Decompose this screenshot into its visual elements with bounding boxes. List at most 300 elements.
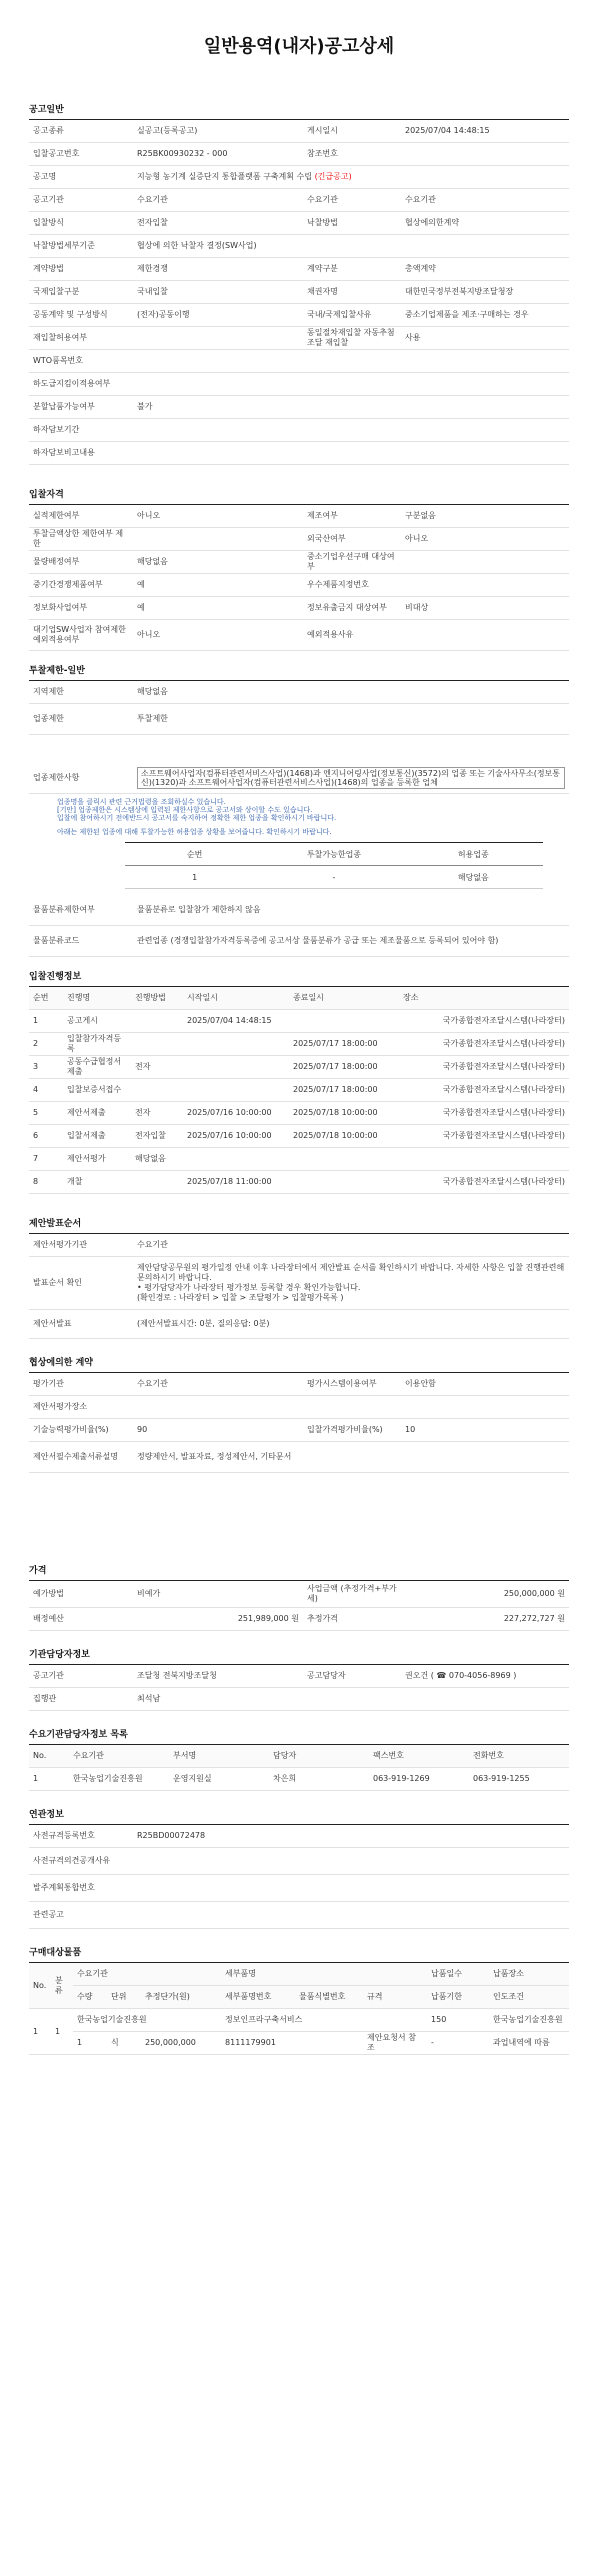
value: 수요기관 [133,189,303,212]
value [401,574,569,597]
col-header: 종료일시 [289,987,399,1010]
col-header: 추정단가(원) [141,1986,221,2009]
cell: 공동수급협정서제출 [63,1056,131,1079]
row-eval-org [29,1234,569,1257]
label: 하자담보비고내용 [29,442,133,465]
cell: 입찰보증서접수 [63,1079,131,1102]
label: 우수제품지정번호 [303,574,401,597]
label: 공고명 [29,166,133,189]
cell: 차은희 [269,1768,369,1791]
table-row [125,866,543,889]
cell: 2025/07/04 14:48:15 [183,1010,289,1033]
col-header: 전화번호 [469,1745,569,1768]
cell: 2025/07/17 18:00:00 [289,1056,399,1079]
col-header: 수요기관 [73,1963,221,1986]
allowed-industry-table [125,842,543,889]
col-header: 납품일수 [427,1963,489,1986]
row-price [29,1581,569,1608]
value [133,1902,569,1929]
label: 계약구분 [303,258,401,281]
notice-line: 업종명을 클릭시 관련 근거법령을 조회하실수 있습니다. [57,798,226,806]
label: 추정가격 [303,1608,401,1631]
table-row [29,1768,569,1791]
cell: 운영지원실 [169,1768,269,1791]
label: 게시일시 [303,120,401,143]
value: 국내입찰 [133,281,303,304]
value: 아니오 [133,505,303,528]
label: 사업금액 (추정가격+부가세) [303,1581,401,1608]
table-row [29,1010,569,1033]
col-header: 납품장소 [489,1963,569,1986]
cell: 2025/07/18 10:00:00 [289,1102,399,1125]
col-header: 납품기한 [427,1986,489,2009]
notice-line: 입찰에 참여하시기 전에반드시 공고서를 숙지하여 정확한 제한 업종을 확인하시기 바랍니다. [57,814,337,822]
order-line: • 평가담당자가 나라장터 평가정보 등록할 경우 확인가능합니다. [137,1283,361,1292]
row-qual [29,551,569,574]
cell [131,1171,183,1194]
section-related-title: 연관정보 [29,1810,64,1820]
section-purchase-title: 구매대상물품 [29,1948,82,1958]
label: 제안서평가장소 [29,1396,133,1419]
table-row [29,1102,569,1125]
row-notice-name [29,166,569,189]
label: 입찰가격평가비율(%) [303,1419,401,1442]
value: R25BK00930232 - 000 [133,143,303,166]
section-general-title: 공고일반 [29,105,64,115]
cell: 식 [107,2032,141,2055]
table-row [29,1033,569,1056]
label: 참조번호 [303,143,401,166]
col-header: 인도조건 [489,1986,569,2009]
agency-table [29,1664,569,1711]
label: 채권자명 [303,281,401,304]
cell: 국가종합전자조달시스템(나라장터) [399,1033,569,1056]
cell: - [264,866,403,889]
cell [295,2032,363,2055]
cell: 제안서평가 [63,1148,131,1171]
table-row [29,2009,569,2032]
col-header: 부서명 [169,1745,269,1768]
label: 관련공고 [29,1902,133,1929]
label: 대기업SW사업자 참여제한 예외적용여부 [29,620,133,651]
price-table [29,1580,569,1631]
value: 협상에의한계약 [401,212,569,235]
label: 국제입찰구분 [29,281,133,304]
cell [289,1171,399,1194]
cell: 공고게시 [63,1010,131,1033]
cell: 해당없음 [131,1148,183,1171]
row-agency [29,189,569,212]
cell: 2025/07/17 18:00:00 [289,1079,399,1102]
cell: 1 [73,2032,107,2055]
col-header: 허용업종 [404,843,543,866]
order-cell [133,1257,569,1310]
value: (전자)공동이행 [133,304,303,327]
urgent-badge: (긴급공고) [314,172,352,181]
industry-link[interactable]: 소프트웨어사업자(컴퓨터관련서비스사업)(1468)과 엔지니어링사업(정보통신)(3572)의 업종 또는 기술사사무소(정보통신)(1320)과 소프트웨어사업자(컴퓨터관련서비스사업)(1468)의 업종을 등록한 업체 [137,767,565,789]
cell: 2025/07/18 10:00:00 [289,1125,399,1148]
cell: 063-919-1269 [369,1768,469,1791]
table-row [29,1148,569,1171]
label: 물품분류제한여부 [29,895,133,926]
cell: 6 [29,1125,63,1148]
label: 공고종류 [29,120,133,143]
col-header: 시작일시 [183,987,289,1010]
section-agency-title: 기관담당자정보 [29,1650,90,1660]
demand-table [29,1744,569,1791]
row-qual [29,620,569,651]
row-qual [29,597,569,620]
value: 수요기관 [133,1373,303,1396]
col-header: 수요기관 [69,1745,169,1768]
cell: 2 [29,1033,63,1056]
row-neg [29,1442,569,1473]
col-header: No. [29,1745,69,1768]
cell: 입찰서제출 [63,1125,131,1148]
cell: 1 [29,1768,69,1791]
cell: 국가종합전자조달시스템(나라장터) [399,1171,569,1194]
cell: 8 [29,1171,63,1194]
notice-name-cell [133,166,569,189]
value [133,373,569,396]
col-header: 팩스번호 [369,1745,469,1768]
col-header: 세부품명 [221,1963,427,1986]
cell: 국가종합전자조달시스템(나라장터) [399,1056,569,1079]
value: 250,000,000 원 [401,1581,569,1608]
label: 예가방법 [29,1581,133,1608]
section-qualification-title: 입찰자격 [29,490,64,500]
cell: 국가종합전자조달시스템(나라장터) [399,1102,569,1125]
value: 전자입찰 [133,212,303,235]
value: 수요기관 [401,189,569,212]
label: 배정예산 [29,1608,133,1631]
label: 동일절차재입찰 자동추첨 조달 재입찰 [303,327,401,350]
value: 90 [133,1419,303,1442]
table-row [29,1171,569,1194]
related-table [29,1824,569,1929]
cell: 전자 [131,1102,183,1125]
cell: 1 [29,1010,63,1033]
row-bid-method [29,212,569,235]
row-wto [29,350,569,373]
value: 10 [401,1419,569,1442]
value: 구분없음 [401,505,569,528]
row-warranty-period [29,419,569,442]
value: 최석남 [133,1688,569,1711]
row-related [29,1848,569,1875]
cell: 한국농업기술진흥원 [69,1768,169,1791]
value [133,1848,569,1875]
qualification-table [29,504,569,651]
value [133,1875,569,1902]
restriction-table [29,680,569,735]
value [133,1396,569,1419]
label: 평가기관 [29,1373,133,1396]
cell: 1 [51,2009,73,2055]
cell [183,1079,289,1102]
cell: 개찰 [63,1171,131,1194]
col-header: 분류 [51,1963,73,2009]
section-progress-title: 입찰진행정보 [29,972,82,982]
value: 수요기관 [133,1234,569,1257]
order-line: 제안담당공무원의 평가일정 안내 이후 나라장터에서 제안발표 순서를 확인하시기 바랍니다. 자세한 사항은 입찰 진행관련해 문의하시기 바랍니다. [137,1263,565,1282]
row-neg [29,1419,569,1442]
value [133,327,303,350]
cell: 한국농업기술진흥원 [73,2009,221,2032]
cell: 국가종합전자조달시스템(나라장터) [399,1125,569,1148]
value: 예 [133,597,303,620]
goods-table [29,895,569,957]
col-header: 규격 [363,1986,427,2009]
row-present [29,1310,569,1339]
label: 하도급지킴이적용여부 [29,373,133,396]
col-header: 수량 [73,1986,107,2009]
col-header: 세부품명번호 [221,1986,295,2009]
value: 2025/07/04 14:48:15 [401,120,569,143]
value: 해당없음 [133,681,569,704]
row-qual [29,528,569,551]
cell: 2025/07/18 11:00:00 [183,1171,289,1194]
label: 제안서발표 [29,1310,133,1339]
row-agency [29,1665,569,1688]
value: (제안서발표시간: 0분, 질의응답: 0분) [133,1310,569,1339]
value: 예 [133,574,303,597]
cell [131,1033,183,1056]
row-related [29,1825,569,1848]
industry-notice [29,794,569,842]
label: 제조여부 [303,505,401,528]
value: 투찰제한 [133,704,569,735]
row-qual [29,574,569,597]
row-contract-method [29,258,569,281]
table-row [29,1056,569,1079]
label: 입찰방식 [29,212,133,235]
table-row [29,1125,569,1148]
row-notice-type [29,120,569,143]
row-split-delivery [29,396,569,419]
value [133,350,569,373]
label: 공고기관 [29,189,133,212]
col-header: 물품식별번호 [295,1986,363,2009]
label: 공동계약 및 구성방식 [29,304,133,327]
cell: 063-919-1255 [469,1768,569,1791]
section-price-title: 가격 [29,1566,47,1576]
section-demand-title: 수요기관담당자정보 목록 [29,1730,128,1740]
cell: 2025/07/16 10:00:00 [183,1125,289,1148]
value: 중소기업제품을 제조·구매하는 경우 [401,304,569,327]
cell: 5 [29,1102,63,1125]
value [401,620,569,651]
label: 정보화사업여부 [29,597,133,620]
col-header: 담당자 [269,1745,369,1768]
cell: 한국농업기술진흥원 [489,2009,569,2032]
value: 아니오 [133,620,303,651]
value: 제한경쟁 [133,258,303,281]
cell: 제안요청서 참조 [363,2032,427,2055]
label: 발주계획통합번호 [29,1875,133,1902]
value: 협상에 의한 낙찰자 결정(SW사업) [133,235,569,258]
page-title: 일반용역(내자)공고상세 [203,36,395,57]
label: 집행관 [29,1688,133,1711]
industry-table [29,763,569,794]
negotiation-table [29,1372,569,1473]
cell: 과업내역에 따름 [489,2032,569,2055]
label: 수요기관 [303,189,401,212]
cell: 전자 [131,1056,183,1079]
order-line: (확인경로 : 나라장터 > 입찰 > 조달평가 > 입찰평가목록 ) [137,1293,344,1302]
col-header: 단위 [107,1986,141,2009]
cell: 2025/07/17 18:00:00 [289,1033,399,1056]
value: 대한민국정부전북지방조달청장 [401,281,569,304]
label: 지역제한 [29,681,133,704]
col-header: 투찰가능한업종 [264,843,403,866]
value [133,528,303,551]
label: 사전규격등록번호 [29,1825,133,1848]
cell: 정보인프라구축서비스 [221,2009,427,2032]
col-header: 순번 [29,987,63,1010]
label: 물량배정여부 [29,551,133,574]
cell: 전자입찰 [131,1125,183,1148]
value: 조달청 전북지방조달청 [133,1665,303,1688]
cell: 7 [29,1148,63,1171]
notice-name: 지능형 농기계 실증단지 통합플랫폼 구축계획 수립 [137,172,313,181]
label: 예외적용사유 [303,620,401,651]
cell [183,1056,289,1079]
row-goods [29,895,569,926]
label: 공고기관 [29,1665,133,1688]
row-qual [29,505,569,528]
label: 공고담당자 [303,1665,401,1688]
cell [183,1148,289,1171]
row-subcontract [29,373,569,396]
col-header: No. [29,1963,51,2009]
cell: 2025/07/16 10:00:00 [183,1102,289,1125]
label: 낙찰방법세부기준 [29,235,133,258]
progress-table [29,986,569,1194]
cell: - [427,2032,489,2055]
cell [289,1148,399,1171]
industry-cell [133,763,569,794]
cell [183,1033,289,1056]
value: 이용안함 [401,1373,569,1396]
label: 재입찰허용여부 [29,327,133,350]
row-region [29,681,569,704]
row-price [29,1608,569,1631]
col-header: 장소 [399,987,569,1010]
label: 낙찰방법 [303,212,401,235]
row-neg [29,1396,569,1419]
label: 물품분류코드 [29,926,133,957]
label: 입찰공고번호 [29,143,133,166]
row-international [29,281,569,304]
label: 정보유출금지 대상여부 [303,597,401,620]
label: 업종제한 [29,704,133,735]
value [401,143,569,166]
row-industry [29,763,569,794]
value: 227,272,727 원 [401,1608,569,1631]
value: 정량제안서, 발표자료, 정성제안서, 기타문서 [133,1442,569,1473]
row-joint-contract [29,304,569,327]
value: 물품분류로 입찰참가 제한하지 않음 [133,895,569,926]
row-notice-number [29,143,569,166]
value[interactable]: R25BD00072478 [133,1825,569,1848]
cell [131,1010,183,1033]
label: 계약방법 [29,258,133,281]
section-negotiation-title: 협상에의한 계약 [29,1358,93,1368]
value: 해당없음 [133,551,303,574]
cell [289,1010,399,1033]
value: 권오건 ( ☎ 070-4056-8969 ) [401,1665,569,1688]
label: 업종제한사항 [29,763,133,794]
label: 분할납품가능여부 [29,396,133,419]
label: 사전규격의견공개사유 [29,1848,133,1875]
cell: 입찰참가자격등록 [63,1033,131,1056]
cell: 해당없음 [404,866,543,889]
cell: 3 [29,1056,63,1079]
cell: 1 [125,866,264,889]
col-header: 진행명 [63,987,131,1010]
value [133,419,569,442]
value: 불가 [133,396,569,419]
value: 사용 [401,327,569,350]
row-related [29,1902,569,1929]
cell: 1 [29,2009,51,2055]
label: 중소기업우선구매 대상여부 [303,551,401,574]
cell: 4 [29,1079,63,1102]
cell: 국가종합전자조달시스템(나라장터) [399,1079,569,1102]
table-row [29,1079,569,1102]
row-agency [29,1688,569,1711]
label: 중기간경쟁제품여부 [29,574,133,597]
label: 제안서필수제출서류설명 [29,1442,133,1473]
section-presentation-title: 제안발표순서 [29,1219,82,1229]
row-neg [29,1373,569,1396]
row-related [29,1875,569,1902]
label: 투찰금액상한 제한여부 제한 [29,528,133,551]
presentation-table [29,1233,569,1339]
value: 아니오 [401,528,569,551]
label: 발표순서 확인 [29,1257,133,1310]
label: 실적제한여부 [29,505,133,528]
cell: 8111179901 [221,2032,295,2055]
row-order [29,1257,569,1310]
row-rebid [29,327,569,350]
label: 기술능력평가비율(%) [29,1419,133,1442]
label: 평가시스템이용여부 [303,1373,401,1396]
row-award-criteria [29,235,569,258]
cell: 250,000,000 [141,2032,221,2055]
row-goods-code [29,926,569,957]
col-header: 진행방법 [131,987,183,1010]
cell: 국가종합전자조달시스템(나라장터) [399,1010,569,1033]
table-row [29,2032,569,2055]
value [401,551,569,574]
label: 국내/국제입찰사유 [303,304,401,327]
label: 외국산여부 [303,528,401,551]
value: 비대상 [401,597,569,620]
label: 제안서평가기관 [29,1234,133,1257]
notice-line: 아래는 제한된 업종에 대해 투찰가능한 허용업종 상황을 보여줍니다. 확인하시기 바랍니다. [57,828,332,836]
section-restriction-title: 투찰제한-일반 [29,666,85,676]
notice-line: [기안] 업종제한은 시스템상에 입력된 제한사항으로 공고서와 상이할 수도 있습니다. [57,806,313,814]
value: 251,989,000 원 [133,1608,303,1631]
row-bidder [29,704,569,735]
cell [131,1079,183,1102]
value: 실공고(등록공고) [133,120,303,143]
cell: 제안서제출 [63,1102,131,1125]
general-table [29,119,569,465]
row-warranty-note [29,442,569,465]
